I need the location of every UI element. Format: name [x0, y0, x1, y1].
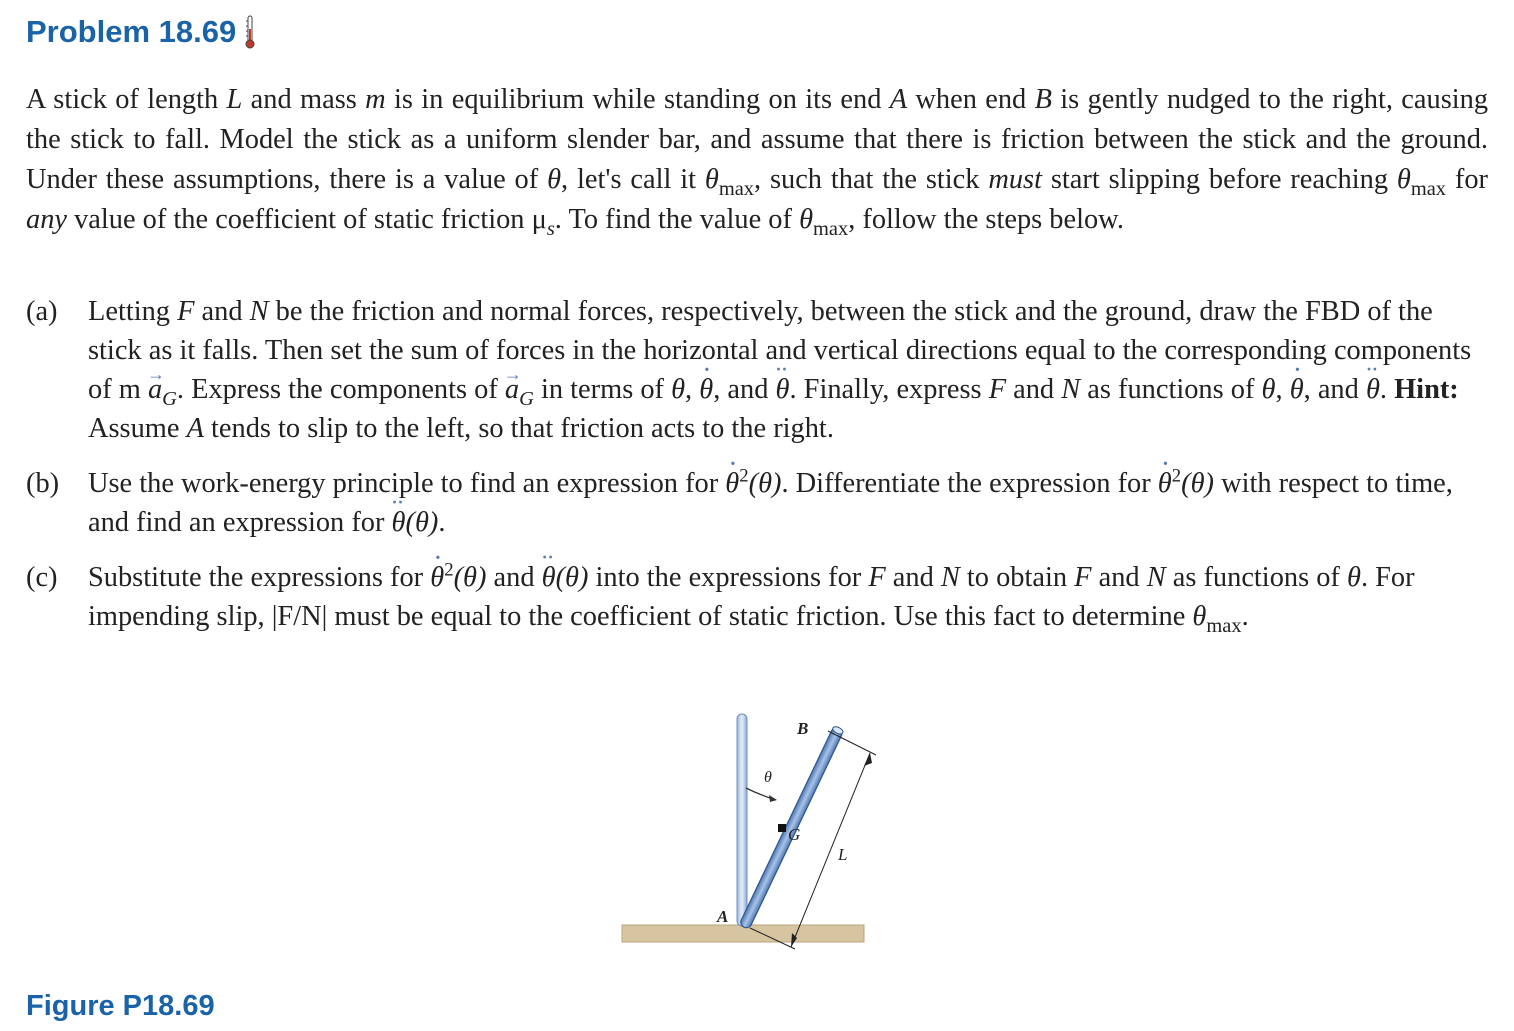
dimension-line-length: [791, 753, 870, 947]
problem-title: [26, 14, 256, 50]
label-theta: θ: [764, 769, 772, 786]
figure-caption: Figure P18.69: [26, 990, 215, 1022]
stick-figure: [600, 700, 900, 960]
vertical-reference-stick: [737, 714, 747, 926]
part-c: (c) Substitute the expressions for · $\theta^2(\theta)$ and ·· θ(θ) into the expressions for F and N to obtain F and N as functions of θ. For impending slip, |F/N| must be equal to the coefficient of static friction. Use this fact to determine $\theta_{max}$.: [26, 558, 1488, 636]
label-B: B: [797, 719, 809, 738]
problem-statement: A stick of length L and mass m is in equilibrium while standing on its end A when end B is gently nudged to the right, causing the stick to fall. Model the stick as a uniform slender bar, and assume that there is friction between the stick and the ground. Under these assumptions, there is a value of θ, let's call it $\theta_{max}$, such that the stick must start slipping before reaching $\theta_{max}$ for any value of the coefficient of static friction $\mu_s$. To find the value of $\theta_{max}$, follow the steps below.: [26, 84, 1489, 241]
problem-title-text: Problem 18.69: [26, 14, 237, 49]
dimension-arrow-top: [864, 753, 872, 766]
part-label: (b): [26, 468, 60, 499]
hint-label: Hint:: [1394, 374, 1459, 405]
label-G: G: [788, 825, 801, 844]
part-b: (b) Use the work-energy principle to find an expression for · $\theta^2(\theta)$. Differentiate the expression for · $\theta^2(\theta)$ with respect to time, and find an expression for ·· θ(θ).: [26, 464, 1488, 542]
center-of-mass-marker: [778, 824, 786, 832]
thermometer-icon: [244, 15, 256, 49]
part-label: (a): [26, 296, 58, 327]
angle-arrowhead: [769, 795, 777, 802]
label-A: A: [717, 907, 729, 926]
part-label: (c): [26, 562, 58, 593]
part-a: (a) Letting F and N be the friction and normal forces, respectively, between the stick and the ground, draw the FBD of the stick as it falls. Then set the sum of forces in the horizontal and vertical directions equal to the corresponding components of $m \to a_G$. Express the components of → $a_G$ in terms of θ, · θ, and ·· θ. Finally, express F and N as functions of θ, · θ, and ·· θ. Hint: Assume A tends to slip to the left, so that friction acts to the right.: [26, 292, 1488, 448]
ground: [622, 925, 864, 942]
acceleration-vector: → a: [148, 370, 162, 409]
label-L: L: [838, 845, 848, 864]
problem-parts: [26, 292, 1488, 652]
